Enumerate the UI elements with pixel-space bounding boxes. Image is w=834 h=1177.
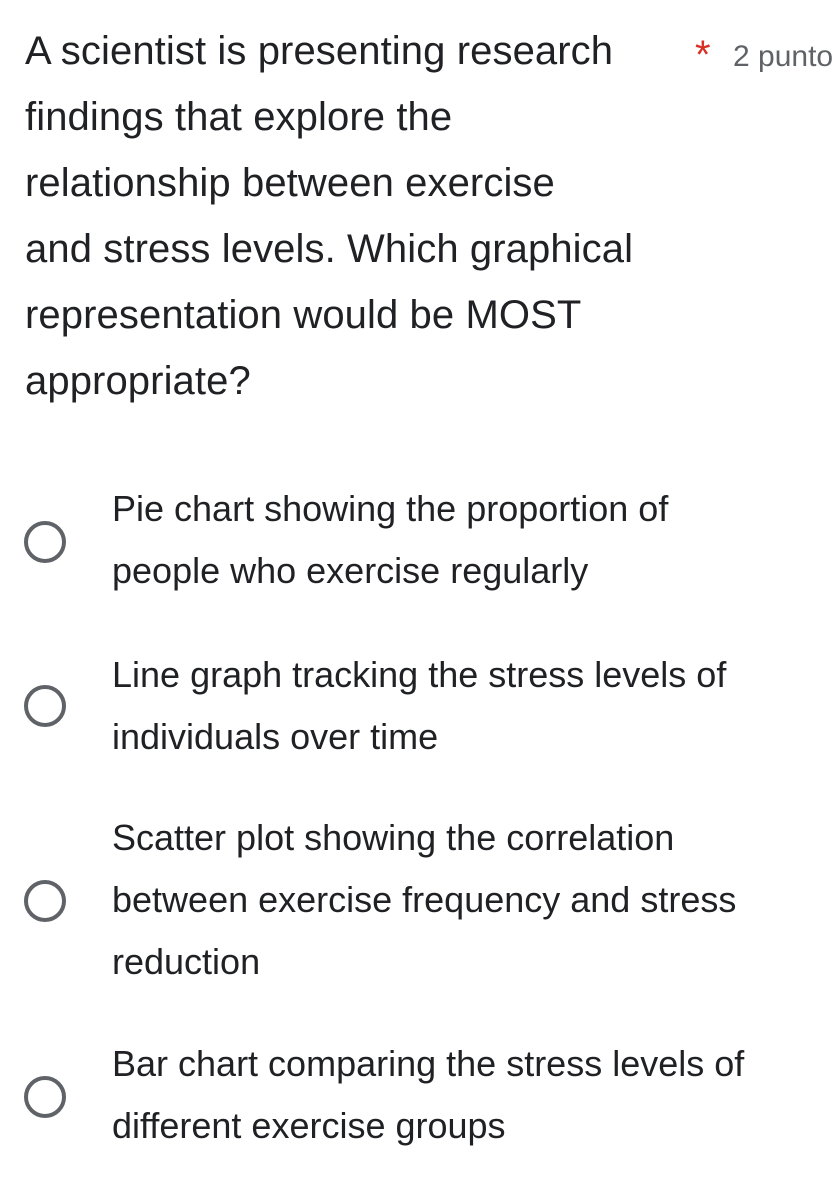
radio-button[interactable] (24, 880, 66, 922)
option-label: Line graph tracking the stress levels of individuals over time (112, 654, 727, 757)
option-label: Scatter plot showing the correlation between exercise frequency and stress reduction (112, 817, 737, 982)
option-scatter-plot[interactable] (0, 807, 834, 993)
radio-button[interactable] (24, 521, 66, 563)
required-marker: * (695, 33, 711, 77)
option-pie-chart[interactable] (0, 478, 834, 602)
option-label: Bar chart comparing the stress levels of different exercise groups (112, 1043, 745, 1146)
question-title: A scientist is presenting research findings that explore the relationship between exercise and stress levels. Which graphical representation would be MOST appropriate? (25, 29, 634, 403)
radio-button[interactable] (24, 685, 66, 727)
points-label: 2 punto (733, 40, 834, 73)
option-line-graph[interactable] (0, 644, 834, 768)
option-label: Pie chart showing the proportion of people who exercise regularly (112, 488, 669, 591)
radio-button[interactable] (24, 1076, 66, 1118)
option-bar-chart[interactable] (0, 1033, 834, 1157)
